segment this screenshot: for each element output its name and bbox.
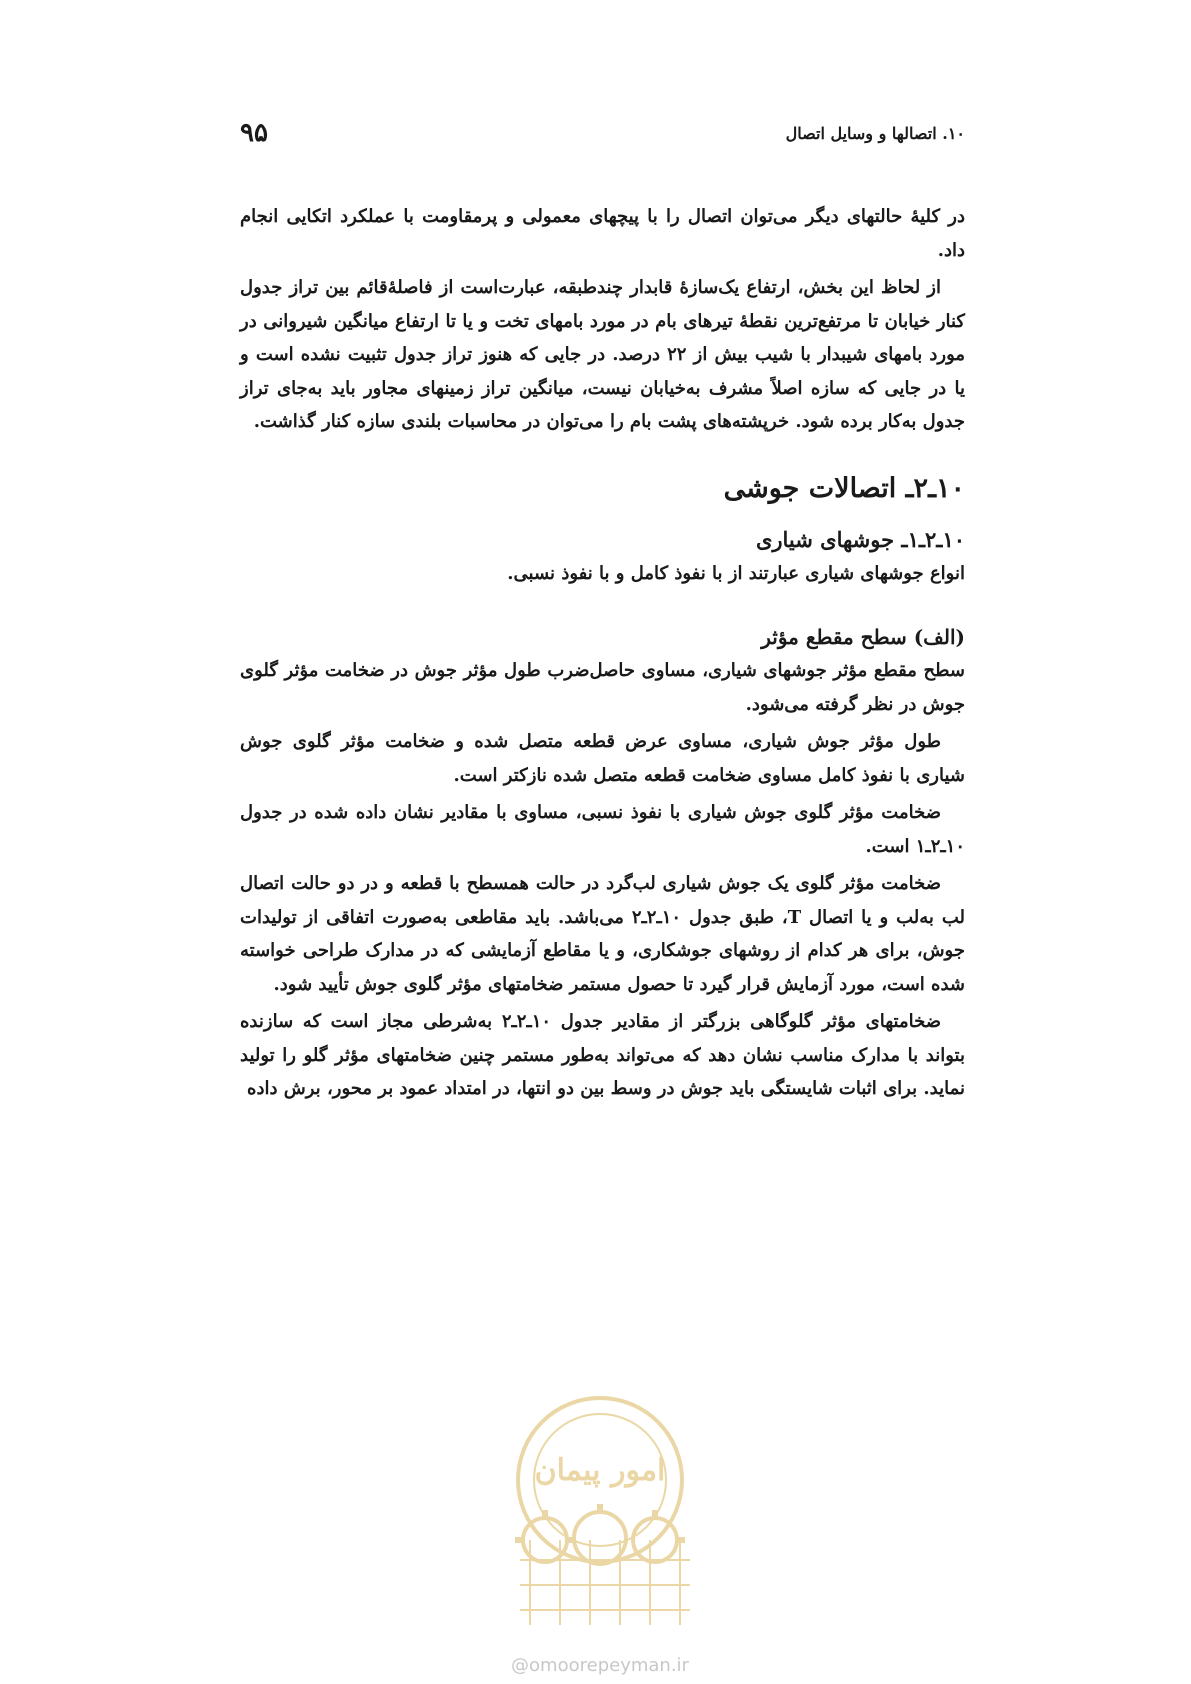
watermark [490, 1390, 710, 1680]
page-header [240, 118, 965, 158]
subsubsection-heading: (الف) سطح مقطع مؤثر [761, 625, 965, 649]
paragraph: در کلیهٔ حالتهای دیگر می‌توان اتصال را با پیچهای معمولی و پرمقاومت با عملکرد اتکایی انجام داد. [240, 206, 965, 261]
page-number: ۹۵ [240, 118, 268, 148]
paragraph: ضخامتهای مؤثر گلوگاهی بزرگتر از مقادیر جدول ۱۰ـ۲ـ۲ به‌شرطی مجاز است که سازنده بتواند با مدارک مناسب نشان دهد که می‌تواند به‌طور مستمر چنین ضخامتهای مؤثر گلو را تولید نماید. برای اثبات شایستگی باید جوش در وسط بین دو انتها، در امتداد عمود بر محور، برش داده [240, 1011, 965, 1099]
gear-seal-logo-icon [490, 1390, 710, 1640]
watermark-url: @omoorepeyman.ir [511, 1655, 689, 1676]
watermark-logo-text: امور پیمان [534, 1453, 666, 1488]
running-title: ۱۰. اتصالها و وسایل اتصال [785, 124, 965, 143]
paragraph: سطح مقطع مؤثر جوشهای شیاری، مساوی حاصل‌ضرب طول مؤثر جوش در ضخامت مؤثر گلوی جوش در نظر گرفته می‌شود. [240, 660, 965, 715]
subsection-heading: ۱۰ـ۲ـ۱ـ جوشهای شیاری [755, 526, 965, 552]
section-heading: ۱۰ـ۲ـ اتصالات جوشی [723, 472, 965, 504]
paragraph: ضخامت مؤثر گلوی جوش شیاری با نفوذ نسبی، مساوی با مقادیر نشان داده شده در جدول ۱۰ـ۲ـ۱ است. [240, 802, 965, 857]
paragraph: ضخامت مؤثر گلوی یک جوش شیاری لب‌گرد در حالت همسطح با قطعه و در دو حالت اتصال لب به‌لب و یا اتصال T، طبق جدول ۱۰ـ۲ـ۲ می‌باشد. باید مقاطعی به‌صورت اتفاقی از تولیدات جوش، برای هر کدام از روشهای جوشکاری، و یا مقاطع آزمایشی که در مدارک طراحی خواسته شده است، مورد آزمایش قرار گیرد تا حصول مستمر ضخامتهای مؤثر گلوی جوش تأیید شود. [240, 873, 965, 995]
paragraph: از لحاظ این بخش، ارتفاع یک‌سازهٔ قابدار چندطبقه، عبارت‌است از فاصلهٔ‌قائم بین تراز جدول کنار خیابان تا مرتفع‌ترین نقطهٔ تیرهای بام در مورد بامهای تخت و یا تا ارتفاع میانگین شیروانی در مورد بامهای شیبدار با شیب بیش از ۲۲ درصد. در جایی که هنوز تراز جدول تثبیت نشده است و یا در جایی که سازه اصلاً مشرف به‌خیابان نیست، میانگین تراز زمینهای مجاور باید به‌جای تراز جدول به‌کار برده شود. خرپشته‌های پشت بام را می‌توان در محاسبات بلندی سازه کنار گذاشت. [240, 277, 966, 432]
paragraph: انواع جوشهای شیاری عبارتند از با نفوذ کامل و با نفوذ نسبی. [507, 562, 965, 584]
paragraph: طول مؤثر جوش شیاری، مساوی عرض قطعه متصل شده و ضخامت مؤثر گلوی جوش شیاری با نفوذ کامل مساوی ضخامت قطعه متصل شده نازکتر است. [240, 731, 965, 786]
body-text [240, 200, 965, 1110]
